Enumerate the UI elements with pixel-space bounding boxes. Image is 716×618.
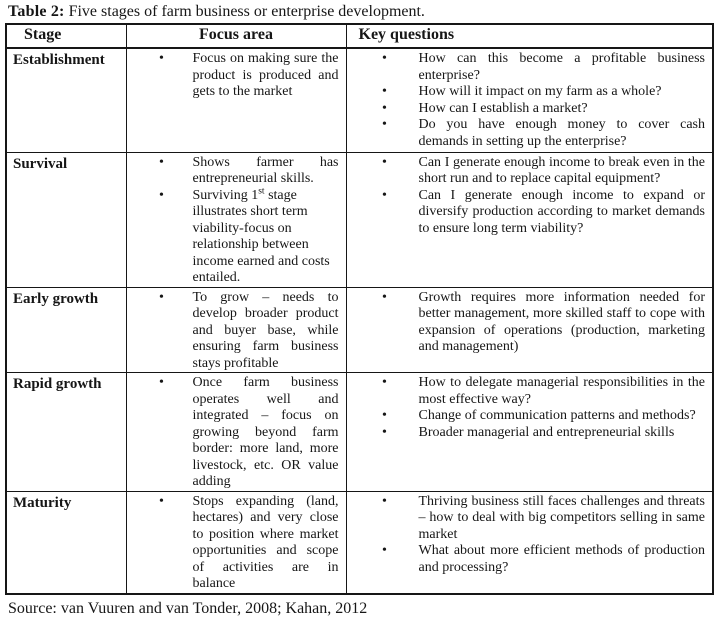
bullet-text: Broader managerial and entrepreneurial skills (418, 424, 675, 440)
bullet-text: How to delegate managerial responsibilities in the most effective way? (418, 375, 705, 407)
focus-area-cell (126, 152, 346, 287)
key-questions-cell (346, 152, 713, 287)
document-page (0, 2, 716, 618)
bullet-item (131, 185, 339, 287)
bullet-icon: • (382, 117, 387, 132)
table-row-early-growth (6, 287, 713, 373)
bullet-text: What about more efficient methods of production and processing? (418, 543, 705, 575)
bullet-text (192, 185, 339, 287)
bullet-text: How can this become a profitable business enterprise? (418, 51, 705, 83)
key-questions-cell (346, 491, 713, 594)
table-caption-label: Table 2: (8, 3, 65, 20)
focus-area-cell (126, 373, 346, 492)
stage-cell: Establishment (6, 48, 126, 152)
bullet-icon: • (159, 375, 164, 390)
bullet-icon: • (159, 187, 164, 203)
table-row-maturity (6, 491, 713, 594)
col-header-stage: Stage (6, 24, 126, 48)
bullet-icon: • (382, 375, 387, 390)
table-row-rapid-growth (6, 373, 713, 492)
bullet-item (131, 494, 339, 593)
bullet-text: Do you have enough money to cover cash demands in setting up the enterprise? (418, 117, 705, 149)
bullet-icon: • (159, 289, 164, 305)
key-questions-cell (346, 287, 713, 373)
bullet-text: Can I generate enough income to break even in the short run and to replace capital equipment? (418, 154, 705, 186)
bullet-icon: • (382, 187, 387, 203)
bullet-icon: • (382, 51, 387, 66)
table-caption (8, 2, 716, 21)
bullet-icon: • (159, 154, 164, 170)
ordinal-superscript: st (258, 185, 265, 196)
bullet-item (351, 494, 706, 544)
key-questions-cell (346, 373, 713, 492)
source-note: Source: van Vuuren and van Tonder, 2008; Kahan, 2012 (8, 599, 368, 617)
bullet-item (351, 188, 706, 238)
header-row (6, 24, 713, 48)
bullet-item (351, 425, 706, 442)
table-row-establishment (6, 48, 713, 152)
bullet-text: How can I establish a market? (418, 100, 588, 116)
bullet-text: To grow – needs to develop broader product and buyer base, while ensuring farm business stays profitable (192, 289, 339, 371)
bullet-item (351, 117, 706, 150)
table-caption-text: Five stages of farm business or enterprise development. (64, 3, 425, 20)
bullet-text: Focus on making sure the product is produced and gets to the market (192, 51, 339, 99)
stage-cell: Survival (6, 152, 126, 287)
bullet-icon: • (382, 84, 387, 99)
bullet-text: Change of communication patterns and methods? (418, 408, 696, 423)
col-header-focus-area: Focus area (126, 24, 346, 48)
bullet-icon: • (382, 154, 387, 170)
key-questions-cell (346, 48, 713, 152)
stage-cell: Rapid growth (6, 373, 126, 492)
table-row-survival (6, 152, 713, 287)
bullet-icon: • (382, 100, 387, 116)
bullet-text-post: stage illustrates short term viability-focus on relationship between income earned and costs entailed. (192, 187, 330, 285)
bullet-item (351, 101, 706, 118)
bullet-text: Can I generate enough income to expand or diversify production according to market demands to ensure long term viability? (418, 187, 705, 236)
bullet-text-pre: Surviving 1 (192, 187, 259, 203)
bullet-text: How will it impact on my farm as a whole? (418, 84, 662, 99)
stage-cell: Maturity (6, 491, 126, 594)
focus-area-cell (126, 287, 346, 373)
bullet-icon: • (382, 543, 387, 558)
bullet-item (131, 155, 339, 188)
bullet-icon: • (382, 408, 387, 423)
bullet-item (351, 290, 706, 356)
focus-area-cell (126, 48, 346, 152)
bullet-item (351, 408, 706, 425)
bullet-icon: • (382, 424, 387, 440)
bullet-item (351, 155, 706, 188)
col-header-key-questions: Key questions (346, 24, 713, 48)
bullet-item (351, 84, 706, 101)
bullet-item (351, 543, 706, 576)
bullet-icon: • (382, 289, 387, 305)
bullet-item (131, 51, 339, 101)
bullet-item (131, 375, 339, 491)
bullet-item (351, 51, 706, 84)
stage-cell: Early growth (6, 287, 126, 373)
bullet-icon: • (159, 51, 164, 66)
bullet-text: Once farm business operates well and integrated – focus on growing beyond farm border: more land, more livestock, etc. OR value adding (192, 375, 339, 489)
bullet-item (351, 375, 706, 408)
bullet-text: Shows farmer has entrepreneurial skills. (192, 154, 339, 186)
bullet-item (131, 290, 339, 373)
bullet-icon: • (159, 493, 164, 509)
bullet-icon: • (382, 493, 387, 509)
bullet-text: Stops expanding (land, hectares) and very close to position where market opportunities and scope of activities are in balance (192, 493, 339, 591)
farm-stages-table (5, 23, 714, 595)
bullet-text: Thriving business still faces challenges and threats – how to deal with big competitors selling in same market (418, 493, 705, 542)
focus-area-cell (126, 491, 346, 594)
bullet-text: Growth requires more information needed for better management, more skilled staff to cope with expansion of operations (production, marketing and management) (418, 289, 705, 354)
